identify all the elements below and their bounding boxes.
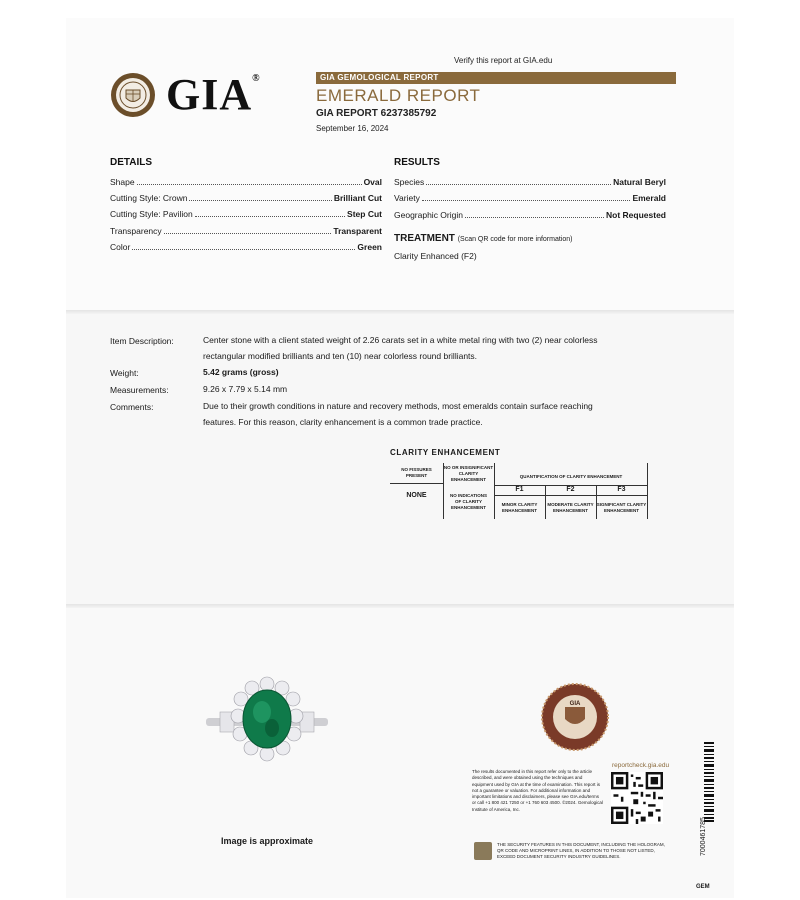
result-value: Emerald: [632, 193, 666, 203]
details-row-shape: [110, 176, 382, 188]
item-description-line-1: Center stone with a client stated weight of 2.26 carats set in a white metal ring with two (2) near colorless: [203, 335, 598, 345]
comments-value: [203, 398, 663, 430]
result-value: Not Requested: [606, 210, 666, 220]
treatment-value: Clarity Enhanced (F2): [394, 251, 477, 261]
svg-text:GIA: GIA: [569, 701, 581, 707]
barcode-number: 7000461785: [700, 817, 707, 856]
report-header-band: GIA GEMOLOGICAL REPORT: [316, 72, 676, 84]
report-number: GIA REPORT 6237385792: [316, 108, 437, 119]
verify-link[interactable]: Verify this report at GIA.edu: [454, 56, 553, 65]
col-no-insignificant-line-2: CLARITY: [458, 471, 479, 476]
weight-label: Weight:: [110, 368, 139, 378]
gem-code: GEM: [696, 884, 710, 890]
registered-mark: ®: [252, 73, 261, 84]
no-indications-line-2: OF CLARITY: [455, 499, 482, 504]
col-no-fissures-line-2: PRESENT: [405, 473, 428, 478]
qr-code-icon[interactable]: [611, 772, 663, 824]
results-row-species: [394, 176, 666, 188]
no-indications: [443, 493, 494, 511]
detail-value: Transparent: [333, 226, 382, 236]
col-no-fissures-line-1: NO FISSURES: [401, 467, 432, 472]
gia-wordmark-text: GIA: [166, 70, 253, 119]
detail-label: Cutting Style: Pavilion: [110, 209, 193, 219]
none-label: NONE: [406, 492, 427, 499]
level-f1-desc-line-1: MINOR CLARITY: [501, 502, 538, 507]
level-f3-code: F3: [617, 486, 626, 493]
col-no-insignificant-line-3: ENHANCEMENT: [450, 477, 486, 482]
detail-value: Step Cut: [347, 209, 382, 219]
details-title: DETAILS: [110, 157, 153, 168]
details-row-pavilion: [110, 208, 382, 220]
gia-seal-logo-icon: [110, 72, 156, 118]
col-no-insignificant-line-1: NO OR INSIGNIFICANT: [443, 465, 494, 470]
details-row-color: [110, 241, 382, 253]
clarity-enhancement-table: [390, 463, 648, 519]
level-f1-desc-line-2: ENHANCEMENT: [501, 508, 537, 513]
comments-line-2: features. For this reason, clarity enhancement is a common trade practice.: [203, 417, 483, 427]
comments-line-1: Due to their growth conditions in nature and recovery methods, most emeralds contain surface reaching: [203, 401, 593, 411]
item-description-line-2: rectangular modified brilliants and ten (10) near colorless round brilliants.: [203, 351, 478, 361]
measurements-value: 9.26 x 7.79 x 5.14 mm: [203, 384, 288, 394]
results-row-origin: [394, 209, 666, 221]
detail-value: Brilliant Cut: [333, 193, 382, 203]
level-f3-desc-line-1: SIGNIFICANT CLARITY: [596, 502, 647, 507]
treatment-note: (Scan QR code for more information): [457, 236, 573, 243]
image-caption: Image is approximate: [221, 836, 314, 846]
emerald-ring-image: [206, 674, 328, 774]
col-no-fissures: [390, 467, 443, 479]
no-indications-line-3: ENHANCEMENT: [450, 505, 486, 510]
level-f3-desc: [596, 502, 647, 514]
detail-label: Shape: [110, 177, 135, 187]
report-type-title: EMERALD REPORT: [316, 86, 481, 105]
detail-label: Color: [110, 242, 131, 252]
result-value: Natural Beryl: [613, 177, 666, 187]
disclaimer-text: The results documented in this report refer only to the article described, and were obtained using the techniques and equipment used by GIA at the time of examination. This report is not a guarantee or valuation. For additional information and important limitations and disclaimers, please see GIA.edu/terms or call +1 800 421 7250 or +1 760 603 4500. ©2024. Gemological Institute of America, Inc.: [472, 769, 603, 812]
level-f2-desc-line-1: MODERATE CLARITY: [547, 502, 594, 507]
item-description-label: Item Description:: [110, 336, 174, 346]
report-date: September 16, 2024: [316, 124, 389, 133]
clarity-enhancement-title: CLARITY ENHANCEMENT: [390, 448, 501, 457]
weight-value: 5.42 grams (gross): [203, 367, 279, 377]
result-label: Species: [394, 177, 425, 187]
quantification-header: QUANTIFICATION OF CLARITY ENHANCEMENT: [519, 474, 623, 479]
level-f2-code: F2: [566, 486, 575, 493]
no-indications-line-1: NO INDICATIONS: [450, 493, 487, 498]
col-no-insignificant: [443, 465, 494, 483]
measurements-label: Measurements:: [110, 385, 169, 395]
details-row-transparency: [110, 225, 382, 237]
detail-label: Cutting Style: Crown: [110, 193, 188, 203]
result-label: Variety: [394, 193, 420, 203]
detail-value: Oval: [363, 177, 382, 187]
results-row-variety: [394, 192, 666, 204]
detail-value: Green: [357, 242, 382, 252]
barcode-icon: [704, 742, 714, 822]
level-f1-desc: [494, 502, 545, 514]
level-f3-desc-line-2: ENHANCEMENT: [603, 508, 639, 513]
details-row-crown: [110, 192, 382, 204]
treatment-title-text: TREATMENT: [394, 233, 455, 244]
comments-label: Comments:: [110, 402, 154, 412]
treatment-title: [394, 233, 572, 244]
results-title: RESULTS: [394, 157, 440, 168]
level-f1-code: F1: [515, 486, 524, 493]
gia-hologram-seal-icon: [541, 683, 609, 751]
result-label: Geographic Origin: [394, 210, 463, 220]
level-f2-desc-line-2: ENHANCEMENT: [552, 508, 588, 513]
item-description-value: [203, 332, 663, 364]
detail-label: Transparency: [110, 226, 162, 236]
gia-wordmark: [166, 72, 261, 118]
level-f2-desc: [545, 502, 596, 514]
reportcheck-link[interactable]: reportcheck.gia.edu: [612, 762, 670, 769]
security-hologram-icon: [474, 842, 492, 860]
security-statement: THE SECURITY FEATURES IN THIS DOCUMENT, INCLUDING THE HOLOGRAM, QR CODE AND MICROPRINT LINES, IN ADDITION TO THOSE NOT LISTED, EXCEED DOCUMENT SECURITY INDUSTRY GUIDELINES.: [497, 842, 665, 859]
